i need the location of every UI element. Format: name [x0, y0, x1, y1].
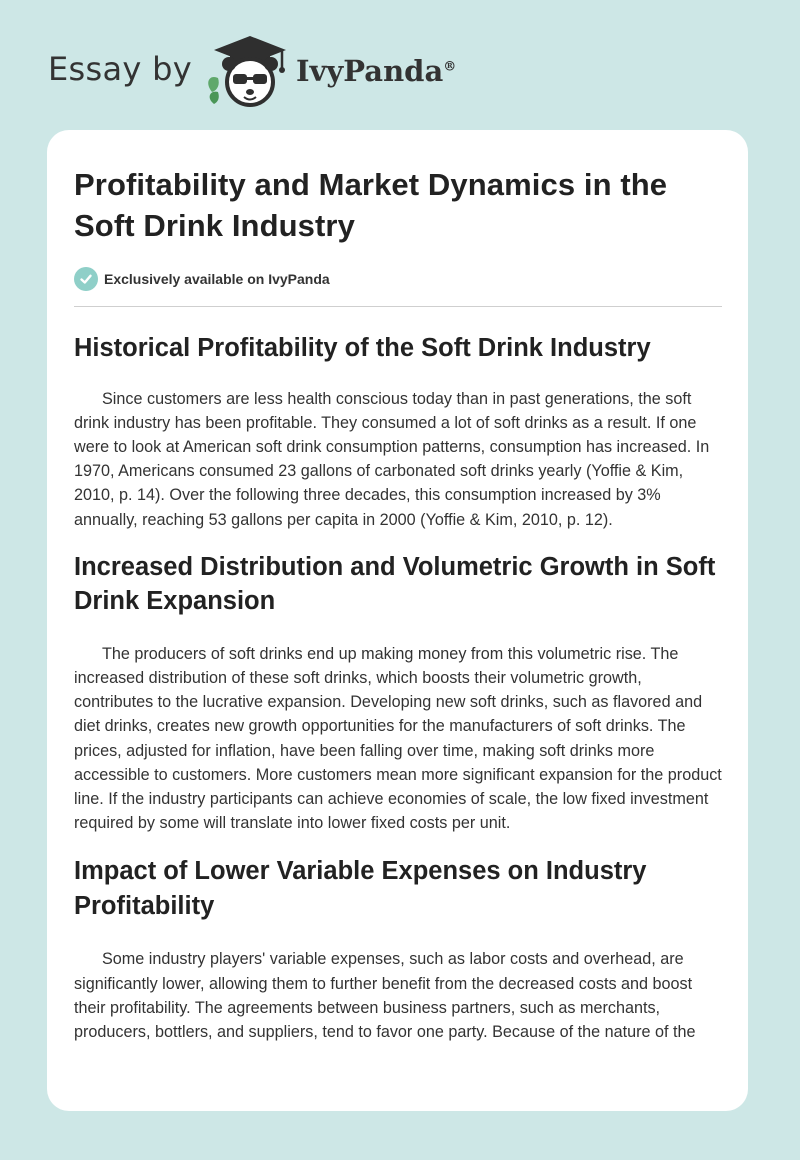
section-heading: Increased Distribution and Volumetric Growth in Soft Drink Expansion — [74, 552, 716, 616]
section-paragraph: Some industry players' variable expenses, such as labor costs and overhead, are significantly lower, allowing them to further benefit from the decreased costs and boost their profitability. The agreements between business partners, such as merchants, producers, bottlers, and suppliers, tend to favor one party. Because of the nature of the — [74, 950, 696, 1041]
article-title: Profitability and Market Dynamics in the Soft Drink Industry — [74, 167, 668, 243]
article-content — [74, 164, 722, 1044]
divider — [74, 306, 722, 307]
exclusive-badge — [74, 266, 722, 292]
section-heading: Historical Profitability of the Soft Drink Industry — [74, 334, 651, 362]
section-paragraph: Since customers are less health conscious today than in past generations, the soft drink industry has been profitable. They consumed a lot of soft drinks as a result. If one were to look at American soft drink consumption patterns, consumption has increased. In 1970, Americans consumed 23 gallons of carbonated soft drinks yearly (Yoffie & Kim, 2010, p. 14). Over the following three decades, this consumption increased by 3% annually, reaching 53 gallons per capita in 2000 (Yoffie & Kim, 2010, p. 12). — [74, 389, 710, 529]
section-heading: Impact of Lower Variable Expenses on Industry Profitability — [74, 857, 647, 920]
site-header — [0, 0, 800, 120]
essay-by-label: Essay by — [48, 50, 192, 88]
check-circle-icon — [74, 267, 98, 291]
exclusive-label: Exclusively available on IvyPanda — [104, 271, 330, 287]
brand-logo-text[interactable]: IvyPanda® — [296, 54, 457, 88]
section-paragraph: The producers of soft drinks end up making money from this volumetric rise. The increased distribution of these soft drinks, which boosts their volumetric growth, contributes to the lucrative expansion. Developing new soft drinks, such as flavored and diet drinks, creates new growth opportunities for the manufacturers of soft drinks. The prices, adjusted for inflation, have been falling over time, making soft drinks more accessible to customers. More customers mean more significant expansion for the product line. If the industry participants can achieve economies of scale, the low fixed investment required by some will translate into lower fixed costs per unit. — [74, 644, 722, 833]
panda-graduation-cap-icon[interactable] — [200, 30, 300, 110]
article-card — [47, 130, 748, 1111]
